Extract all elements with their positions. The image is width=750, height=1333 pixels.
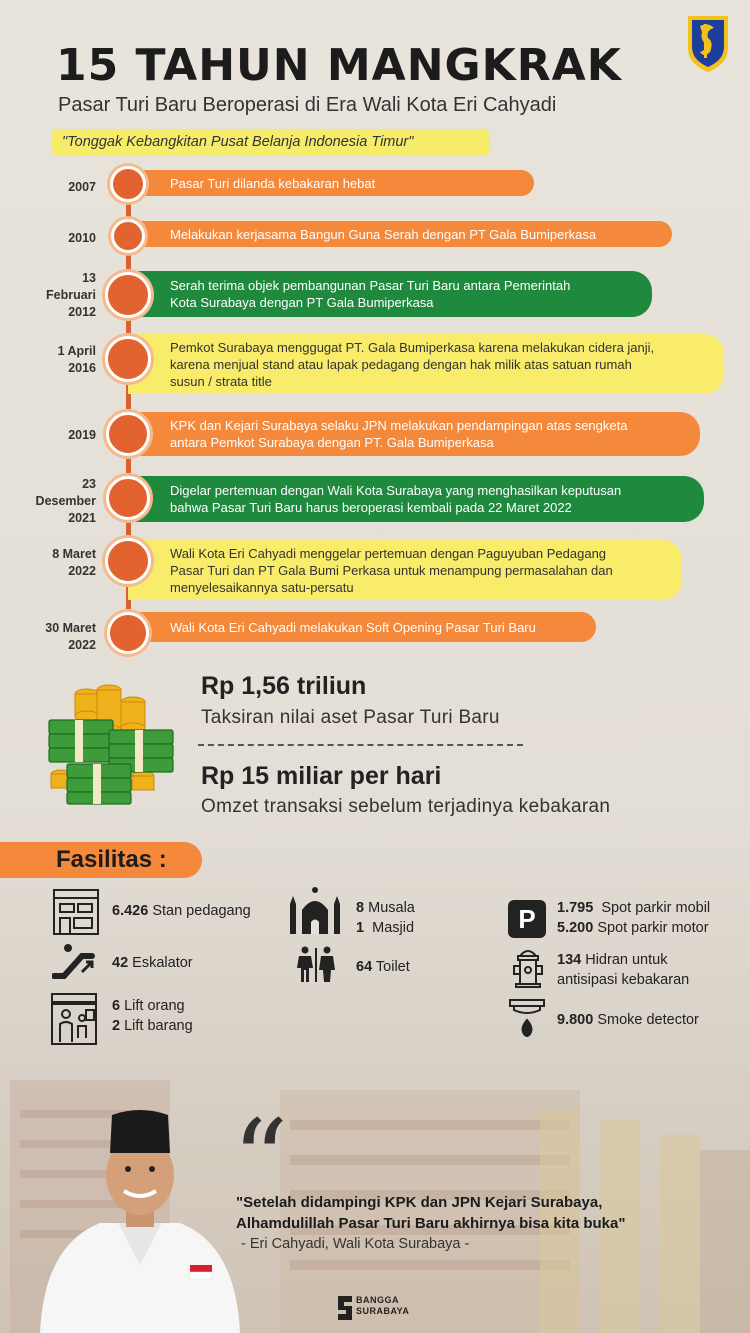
tagline-banner: "Tonggak Kebangkitan Pusat Belanja Indonesia Timur" [52,129,490,156]
timeline-dot [105,336,151,382]
timeline-date-line: Februari [45,288,96,302]
money-stack-icon [45,680,180,805]
timeline-date-line: 8 Maret [52,547,96,561]
parking-icon: P [508,900,546,938]
timeline-date [10,179,96,196]
surabaya-crest-icon [684,12,732,74]
timeline-dot [106,476,150,520]
timeline-date-line: 2022 [68,638,96,652]
timeline-dot [105,538,151,584]
omzet-value: Rp 15 miliar per hari [201,762,442,790]
fac-masjid: 1 Masjid [356,920,415,936]
brand-text: BANGGA SURABAYA [356,1295,410,1316]
fire-hydrant-icon [512,946,544,988]
timeline-date-line: 2012 [68,305,96,319]
timeline-event [128,334,724,394]
timeline-event-line: KPK dan Kejari Surabaya selaku JPN melakukan pendampingan atas sengketa [170,418,628,433]
timeline-date-line: 2007 [68,180,96,194]
timeline-date-line: 2016 [68,361,96,375]
quote-attribution: - Eri Cahyadi, Wali Kota Surabaya - [241,1236,470,1252]
timeline-date-line: 2010 [68,231,96,245]
timeline-event [128,170,534,196]
timeline-event-line: karena menjual stand atau lapak pedagang dengan hak milik atas satuan rumah [170,356,632,372]
timeline-dot [107,612,149,654]
timeline-event-line: Pemkot Surabaya menggugat PT. Gala Bumiperkasa karena melakukan cidera janji, [170,339,655,355]
fac-stan: 6.426 Stan pedagang [112,903,251,919]
fac-toilet: 64 Toilet [356,959,410,975]
fac-lift-orang: 6 Lift orang [112,998,185,1014]
fac-eskalator: 42 Eskalator [112,955,193,971]
timeline-event-line: susun / strata title [170,373,272,389]
timeline-event-line: Pasar Turi dan PT Gala Bumi Perkasa untuk menampung permasalahan dan [170,562,613,578]
timeline-event-line: Melakukan kerjasama Bangun Guna Serah dengan PT Gala Bumiperkasa [170,226,597,242]
timeline-event-line: bahwa Pasar Turi Baru harus beroperasi kembali pada 22 Maret 2022 [170,500,572,515]
fac-musala: 8 Musala [356,900,415,916]
timeline-date-line: 13 [82,271,96,285]
timeline-event-line: Digelar pertemuan dengan Wali Kota Surabaya yang menghasilkan keputusan [170,483,622,498]
timeline-event-line: Kota Surabaya dengan PT Gala Bumiperkasa [170,295,434,310]
market-stall-icon [52,888,100,936]
toilet-icon [296,946,336,984]
fac-hidran: 134 Hidran untuk antisipasi kebakaran [557,952,690,988]
timeline-dot [110,166,146,202]
timeline-event [128,476,704,522]
quote-mark-icon: “ [232,1096,289,1224]
omzet-label: Omzet transaksi sebelum terjadinya kebakaran [201,796,611,817]
quote-text: "Setelah didampingi KPK dan JPN Kejari Surabaya, Alhamdulillah Pasar Turi Baru akhirnya bisa kita buka" [236,1194,626,1232]
timeline-date-line: 23 [82,477,96,491]
timeline-date-line: 2021 [68,511,96,525]
timeline-event-line: Wali Kota Eri Cahyadi menggelar pertemuan dengan Paguyuban Pedagang [170,545,607,561]
page-title: 15 TAHUN MANGKRAK [56,40,622,91]
timeline-date [10,230,96,247]
mosque-icon [288,884,342,934]
timeline-date [10,620,96,654]
timeline-date-line: Desember [35,494,96,508]
timeline-dot [105,272,151,318]
elevator-icon [50,992,98,1046]
timeline-date-line: 1 April [57,344,96,358]
fac-lift-barang: 2 Lift barang [112,1018,193,1034]
smoke-detector-icon [508,998,546,1038]
timeline-date-line: 2022 [68,564,96,578]
timeline-event [128,612,596,642]
timeline-event-line: Serah terima objek pembangunan Pasar Turi Baru antara Pemerintah [170,278,571,293]
mayor-portrait [40,1105,240,1333]
timeline-event [128,412,700,456]
asset-label: Taksiran nilai aset Pasar Turi Baru [201,707,500,728]
timeline-event-line: menyelesaikannya satu-persatu [170,579,354,595]
facilities-heading: Fasilitas : [0,842,202,878]
timeline-event [128,540,682,600]
fac-parkir-mobil: 1.795 Spot parkir mobil [557,900,711,916]
timeline-event-line: antara Pemkot Surabaya dengan PT. Gala Bumiperkasa [170,435,494,450]
timeline-date-line: 30 Maret [45,621,96,635]
timeline-event-line: Pasar Turi dilanda kebakaran hebat [170,175,376,191]
timeline-date [10,343,96,377]
timeline-date [10,546,96,580]
asset-value: Rp 1,56 triliun [201,672,367,700]
fac-parkir-motor: 5.200 Spot parkir motor [557,920,709,936]
divider [198,744,523,746]
timeline-date [10,427,96,444]
timeline-date [10,476,96,527]
timeline-date-line: 2019 [68,428,96,442]
timeline-dot [111,219,145,253]
page-subtitle: Pasar Turi Baru Beroperasi di Era Wali Kota Eri Cahyadi [58,94,557,116]
timeline-event [128,221,672,247]
timeline-event-line: Wali Kota Eri Cahyadi melakukan Soft Opening Pasar Turi Baru [170,619,536,635]
fac-smoke: 9.800 Smoke detector [557,1012,699,1028]
escalator-icon [52,942,96,982]
timeline-date [10,270,96,321]
timeline-event [128,271,652,317]
timeline-dot [106,412,150,456]
